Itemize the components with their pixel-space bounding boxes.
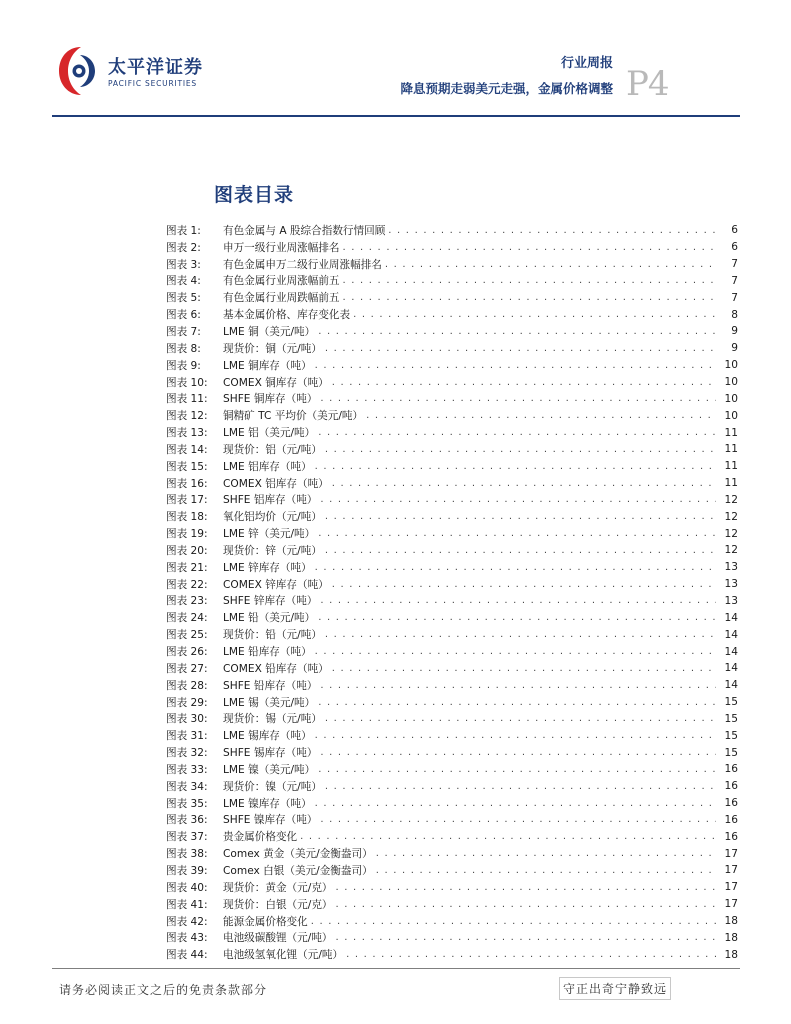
toc-entry-label: 图表 31:: [166, 730, 208, 743]
toc-entry-text: LME 锡（美元/吨）: [223, 696, 316, 709]
toc-leader-dots: [320, 494, 716, 505]
toc-leader-dots: [353, 309, 716, 320]
toc-entry-page: 7: [731, 258, 738, 271]
company-logo: [55, 43, 215, 99]
toc-entry-page: 17: [724, 881, 738, 894]
toc-entry-label: 图表 42:: [166, 915, 208, 928]
toc-entry[interactable]: [166, 458, 738, 475]
toc-entry[interactable]: [166, 660, 738, 677]
toc-entry-page: 14: [724, 611, 738, 624]
toc-entry-page: 10: [724, 359, 738, 372]
toc-entry-page: 16: [724, 830, 738, 843]
toc-entry-text: 现货价：铅（元/吨）: [223, 629, 322, 642]
toc-entry-label: 图表 18:: [166, 511, 208, 524]
toc-entry-page: 12: [724, 493, 738, 506]
toc-entry-label: 图表 7:: [166, 325, 201, 338]
toc-entry-page: 11: [724, 443, 738, 456]
toc-leader-dots: [332, 579, 716, 590]
toc-entry[interactable]: [166, 424, 738, 441]
toc-leader-dots: [325, 713, 716, 724]
header-divider: [52, 115, 740, 117]
toc-leader-dots: [332, 663, 716, 674]
toc-entry-label: 图表 1:: [166, 224, 201, 237]
toc-entry-label: 图表 34:: [166, 780, 208, 793]
toc-entry[interactable]: [166, 862, 738, 879]
toc-entry[interactable]: [166, 340, 738, 357]
toc-entry-text: Comex 白银（美元/金衡盎司）: [223, 864, 373, 877]
toc-entry-page: 10: [724, 376, 738, 389]
toc-entry[interactable]: [166, 475, 738, 492]
toc-entry-page: 13: [724, 578, 738, 591]
toc-leader-dots: [300, 831, 716, 842]
toc-entry-text: 铜精矿 TC 平均价（美元/吨）: [223, 410, 364, 423]
toc-entry-text: 电池级氢氧化锂（元/吨）: [223, 949, 344, 962]
toc-entry-text: SHFE 锡库存（吨）: [223, 747, 318, 760]
toc-leader-dots: [320, 595, 716, 606]
footer-disclaimer: 请务必阅读正文之后的免责条款部分: [59, 983, 268, 997]
toc-entry[interactable]: [166, 374, 738, 391]
toc-entry-label: 图表 11:: [166, 393, 208, 406]
pacific-securities-logo-icon: [55, 43, 105, 99]
toc-entry-page: 12: [724, 527, 738, 540]
toc-entry-text: 现货价：黄金（元/克）: [223, 881, 333, 894]
toc-entry-label: 图表 5:: [166, 292, 201, 305]
toc-entry-text: LME 锌（美元/吨）: [223, 528, 316, 541]
toc-leader-dots: [388, 225, 716, 236]
toc-entry-label: 图表 28:: [166, 679, 208, 692]
toc-entry[interactable]: [166, 609, 738, 626]
toc-leader-dots: [315, 562, 716, 573]
toc-entry-label: 图表 24:: [166, 612, 208, 625]
toc-entry-label: 图表 6:: [166, 309, 201, 322]
toc-entry-label: 图表 23:: [166, 595, 208, 608]
toc-entry[interactable]: [166, 761, 738, 778]
toc-leader-dots: [318, 326, 716, 337]
toc-entry[interactable]: [166, 593, 738, 610]
toc-leader-dots: [336, 882, 716, 893]
toc-leader-dots: [315, 461, 716, 472]
toc-entry[interactable]: [166, 946, 738, 963]
toc-leader-dots: [343, 242, 716, 253]
toc-entry-text: SHFE 锌库存（吨）: [223, 595, 318, 608]
toc-leader-dots: [318, 612, 716, 623]
toc-entry-page: 18: [724, 915, 738, 928]
toc-leader-dots: [376, 848, 716, 859]
toc-entry-page: 13: [724, 561, 738, 574]
toc-entry-text: LME 镍（美元/吨）: [223, 763, 316, 776]
toc-entry-text: LME 锡库存（吨）: [223, 730, 312, 743]
toc-entry-label: 图表 39:: [166, 864, 208, 877]
toc-entry-label: 图表 13:: [166, 427, 208, 440]
toc-leader-dots: [336, 899, 716, 910]
toc-entry-page: 8: [731, 308, 738, 321]
toc-leader-dots: [315, 360, 716, 371]
toc-entry-label: 图表 36:: [166, 814, 208, 827]
toc-leader-dots: [325, 545, 716, 556]
toc-entry-text: 现货价：锡（元/吨）: [223, 713, 322, 726]
toc-leader-dots: [343, 275, 716, 286]
toc-entry-label: 图表 27:: [166, 662, 208, 675]
toc-entry-label: 图表 12:: [166, 410, 208, 423]
toc-entry-text: Comex 黄金（美元/金衡盎司）: [223, 848, 373, 861]
toc-entry-label: 图表 20:: [166, 544, 208, 557]
toc-entry-text: 现货价：白银（元/克）: [223, 898, 333, 911]
toc-entry-page: 9: [731, 342, 738, 355]
toc-entry-page: 15: [724, 746, 738, 759]
toc-entry[interactable]: [166, 390, 738, 407]
toc-leader-dots: [325, 444, 716, 455]
toc-entry[interactable]: [166, 812, 738, 829]
report-type: 行业周报: [560, 56, 613, 71]
toc-entry-page: 15: [724, 729, 738, 742]
toc-entry[interactable]: [166, 441, 738, 458]
toc-entry-page: 16: [724, 763, 738, 776]
toc-entry-page: 15: [724, 712, 738, 725]
toc-entry-label: 图表 10:: [166, 376, 208, 389]
toc-entry[interactable]: [166, 508, 738, 525]
toc-entry[interactable]: [166, 407, 738, 424]
toc-leader-dots: [332, 478, 716, 489]
toc-leader-dots: [320, 814, 716, 825]
toc-entry[interactable]: [166, 795, 738, 812]
toc-entry-label: 图表 4:: [166, 275, 201, 288]
toc-leader-dots: [320, 393, 716, 404]
toc-entry-text: LME 铅库存（吨）: [223, 646, 312, 659]
toc-entry-text: 现货价：铜（元/吨）: [223, 342, 322, 355]
toc-entry[interactable]: [166, 626, 738, 643]
toc-entry[interactable]: [166, 727, 738, 744]
toc-entry-text: COMEX 铅库存（吨）: [223, 662, 329, 675]
toc-list: [166, 222, 738, 963]
toc-entry-page: 10: [724, 392, 738, 405]
toc-leader-dots: [318, 697, 716, 708]
toc-entry-text: SHFE 铝库存（吨）: [223, 494, 318, 507]
toc-entry-label: 图表 29:: [166, 696, 208, 709]
toc-entry-label: 图表 8:: [166, 342, 201, 355]
toc-leader-dots: [311, 916, 716, 927]
toc-entry[interactable]: [166, 273, 738, 290]
toc-entry-text: 现货价：锌（元/吨）: [223, 544, 322, 557]
toc-leader-dots: [315, 730, 716, 741]
toc-entry-text: 现货价：铝（元/吨）: [223, 443, 322, 456]
toc-entry-page: 17: [724, 864, 738, 877]
toc-entry[interactable]: [166, 896, 738, 913]
toc-entry-page: 13: [724, 594, 738, 607]
toc-entry[interactable]: [166, 643, 738, 660]
toc-entry-text: COMEX 锌库存（吨）: [223, 578, 329, 591]
toc-entry[interactable]: [166, 222, 738, 239]
toc-entry-label: 图表 15:: [166, 460, 208, 473]
toc-entry-text: 贵金属价格变化: [223, 831, 298, 844]
toc-entry-text: LME 锌库存（吨）: [223, 561, 312, 574]
toc-entry-page: 7: [731, 291, 738, 304]
toc-entry-page: 14: [724, 628, 738, 641]
toc-entry[interactable]: [166, 879, 738, 896]
toc-entry[interactable]: [166, 913, 738, 930]
toc-entry-text: SHFE 铅库存（吨）: [223, 679, 318, 692]
toc-entry-page: 11: [724, 426, 738, 439]
toc-leader-dots: [366, 410, 716, 421]
toc-entry-text: 有色金属与 A 股综合指数行情回顾: [223, 224, 386, 237]
toc-entry-text: 有色金属申万二级行业周涨幅排名: [223, 258, 382, 271]
toc-entry[interactable]: [166, 542, 738, 559]
toc-entry-text: 氧化铝均价（元/吨）: [223, 511, 322, 524]
toc-entry[interactable]: [166, 845, 738, 862]
toc-entry[interactable]: [166, 559, 738, 576]
toc-entry-page: 16: [724, 797, 738, 810]
toc-entry-text: 基本金属价格、库存变化表: [223, 309, 351, 322]
toc-entry-page: 6: [731, 241, 738, 254]
toc-entry-text: SHFE 镍库存（吨）: [223, 814, 318, 827]
toc-leader-dots: [385, 259, 716, 270]
toc-leader-dots: [376, 865, 716, 876]
toc-entry-text: 现货价：镍（元/吨）: [223, 780, 322, 793]
toc-entry-label: 图表 25:: [166, 629, 208, 642]
toc-entry[interactable]: [166, 256, 738, 273]
toc-entry[interactable]: [166, 778, 738, 795]
page-number: P4: [626, 64, 669, 104]
toc-entry-label: 图表 43:: [166, 932, 208, 945]
toc-entry-page: 15: [724, 696, 738, 709]
toc-entry[interactable]: [166, 576, 738, 593]
toc-leader-dots: [336, 932, 716, 943]
toc-entry-label: 图表 40:: [166, 881, 208, 894]
toc-entry-label: 图表 26:: [166, 646, 208, 659]
toc-entry-text: 申万一级行业周涨幅排名: [223, 241, 340, 254]
toc-entry[interactable]: [166, 710, 738, 727]
toc-leader-dots: [325, 511, 716, 522]
toc-entry[interactable]: [166, 694, 738, 711]
toc-entry-label: 图表 21:: [166, 561, 208, 574]
toc-entry[interactable]: [166, 828, 738, 845]
toc-entry-label: 图表 14:: [166, 443, 208, 456]
toc-title: 图表目录: [214, 184, 295, 206]
toc-entry-page: 10: [724, 409, 738, 422]
toc-entry[interactable]: [166, 492, 738, 509]
toc-entry-label: 图表 37:: [166, 831, 208, 844]
toc-entry-page: 12: [724, 544, 738, 557]
toc-entry-text: 有色金属行业周涨幅前五: [223, 275, 340, 288]
toc-leader-dots: [315, 798, 716, 809]
toc-entry-page: 18: [724, 948, 738, 961]
toc-entry-label: 图表 30:: [166, 713, 208, 726]
toc-leader-dots: [325, 629, 716, 640]
toc-entry-label: 图表 35:: [166, 797, 208, 810]
toc-entry-page: 7: [731, 274, 738, 287]
toc-entry[interactable]: [166, 306, 738, 323]
toc-leader-dots: [325, 343, 716, 354]
toc-entry-page: 17: [724, 847, 738, 860]
toc-leader-dots: [320, 680, 716, 691]
report-title: 降息预期走弱美元走强，金属价格调整: [400, 81, 613, 96]
toc-entry-label: 图表 38:: [166, 848, 208, 861]
toc-entry[interactable]: [166, 289, 738, 306]
toc-entry[interactable]: [166, 323, 738, 340]
toc-entry-page: 11: [724, 477, 738, 490]
toc-leader-dots: [318, 764, 716, 775]
toc-entry-page: 17: [724, 898, 738, 911]
toc-entry-page: 14: [724, 662, 738, 675]
toc-entry[interactable]: [166, 744, 738, 761]
toc-leader-dots: [315, 646, 716, 657]
toc-entry[interactable]: [166, 525, 738, 542]
toc-entry-label: 图表 9:: [166, 359, 201, 372]
toc-entry-text: LME 铝库存（吨）: [223, 460, 312, 473]
toc-entry-page: 12: [724, 510, 738, 523]
toc-entry-page: 14: [724, 645, 738, 658]
toc-entry-page: 11: [724, 460, 738, 473]
toc-leader-dots: [320, 747, 716, 758]
toc-entry-text: COMEX 铜库存（吨）: [223, 376, 329, 389]
footer-motto: 守正出奇宁静致远: [559, 977, 671, 1000]
toc-entry-label: 图表 16:: [166, 477, 208, 490]
toc-entry-label: 图表 2:: [166, 241, 201, 254]
toc-entry[interactable]: [166, 239, 738, 256]
toc-entry-page: 14: [724, 679, 738, 692]
toc-leader-dots: [318, 528, 716, 539]
toc-entry-label: 图表 32:: [166, 747, 208, 760]
toc-entry[interactable]: [166, 929, 738, 946]
toc-entry-page: 16: [724, 813, 738, 826]
toc-entry-page: 16: [724, 780, 738, 793]
toc-leader-dots: [318, 427, 716, 438]
toc-leader-dots: [325, 781, 716, 792]
toc-entry-page: 9: [731, 325, 738, 338]
toc-entry-text: LME 镍库存（吨）: [223, 797, 312, 810]
toc-entry-label: 图表 17:: [166, 494, 208, 507]
toc-entry-label: 图表 22:: [166, 578, 208, 591]
toc-entry-text: 有色金属行业周跌幅前五: [223, 292, 340, 305]
company-name-cn: 太平洋证券: [108, 57, 203, 78]
toc-entry[interactable]: [166, 677, 738, 694]
company-name-en: PACIFIC SECURITIES: [108, 79, 197, 88]
toc-leader-dots: [332, 377, 716, 388]
toc-entry-label: 图表 44:: [166, 949, 208, 962]
toc-entry-text: COMEX 铝库存（吨）: [223, 477, 329, 490]
toc-entry-text: 电池级碳酸锂（元/吨）: [223, 932, 333, 945]
toc-leader-dots: [343, 292, 716, 303]
footer-divider: [52, 968, 740, 969]
toc-entry-page: 18: [724, 931, 738, 944]
toc-entry-text: LME 铝（美元/吨）: [223, 427, 316, 440]
toc-entry-text: SHFE 铜库存（吨）: [223, 393, 318, 406]
toc-entry-label: 图表 3:: [166, 258, 201, 271]
toc-leader-dots: [346, 949, 716, 960]
toc-entry-text: 能源金属价格变化: [223, 915, 308, 928]
toc-entry-label: 图表 19:: [166, 528, 208, 541]
toc-entry-page: 6: [731, 224, 738, 237]
toc-entry-text: LME 铅（美元/吨）: [223, 612, 316, 625]
toc-entry-text: LME 铜（美元/吨）: [223, 325, 316, 338]
toc-entry-label: 图表 33:: [166, 763, 208, 776]
toc-entry-label: 图表 41:: [166, 898, 208, 911]
toc-entry[interactable]: [166, 357, 738, 374]
toc-entry-text: LME 铜库存（吨）: [223, 359, 312, 372]
